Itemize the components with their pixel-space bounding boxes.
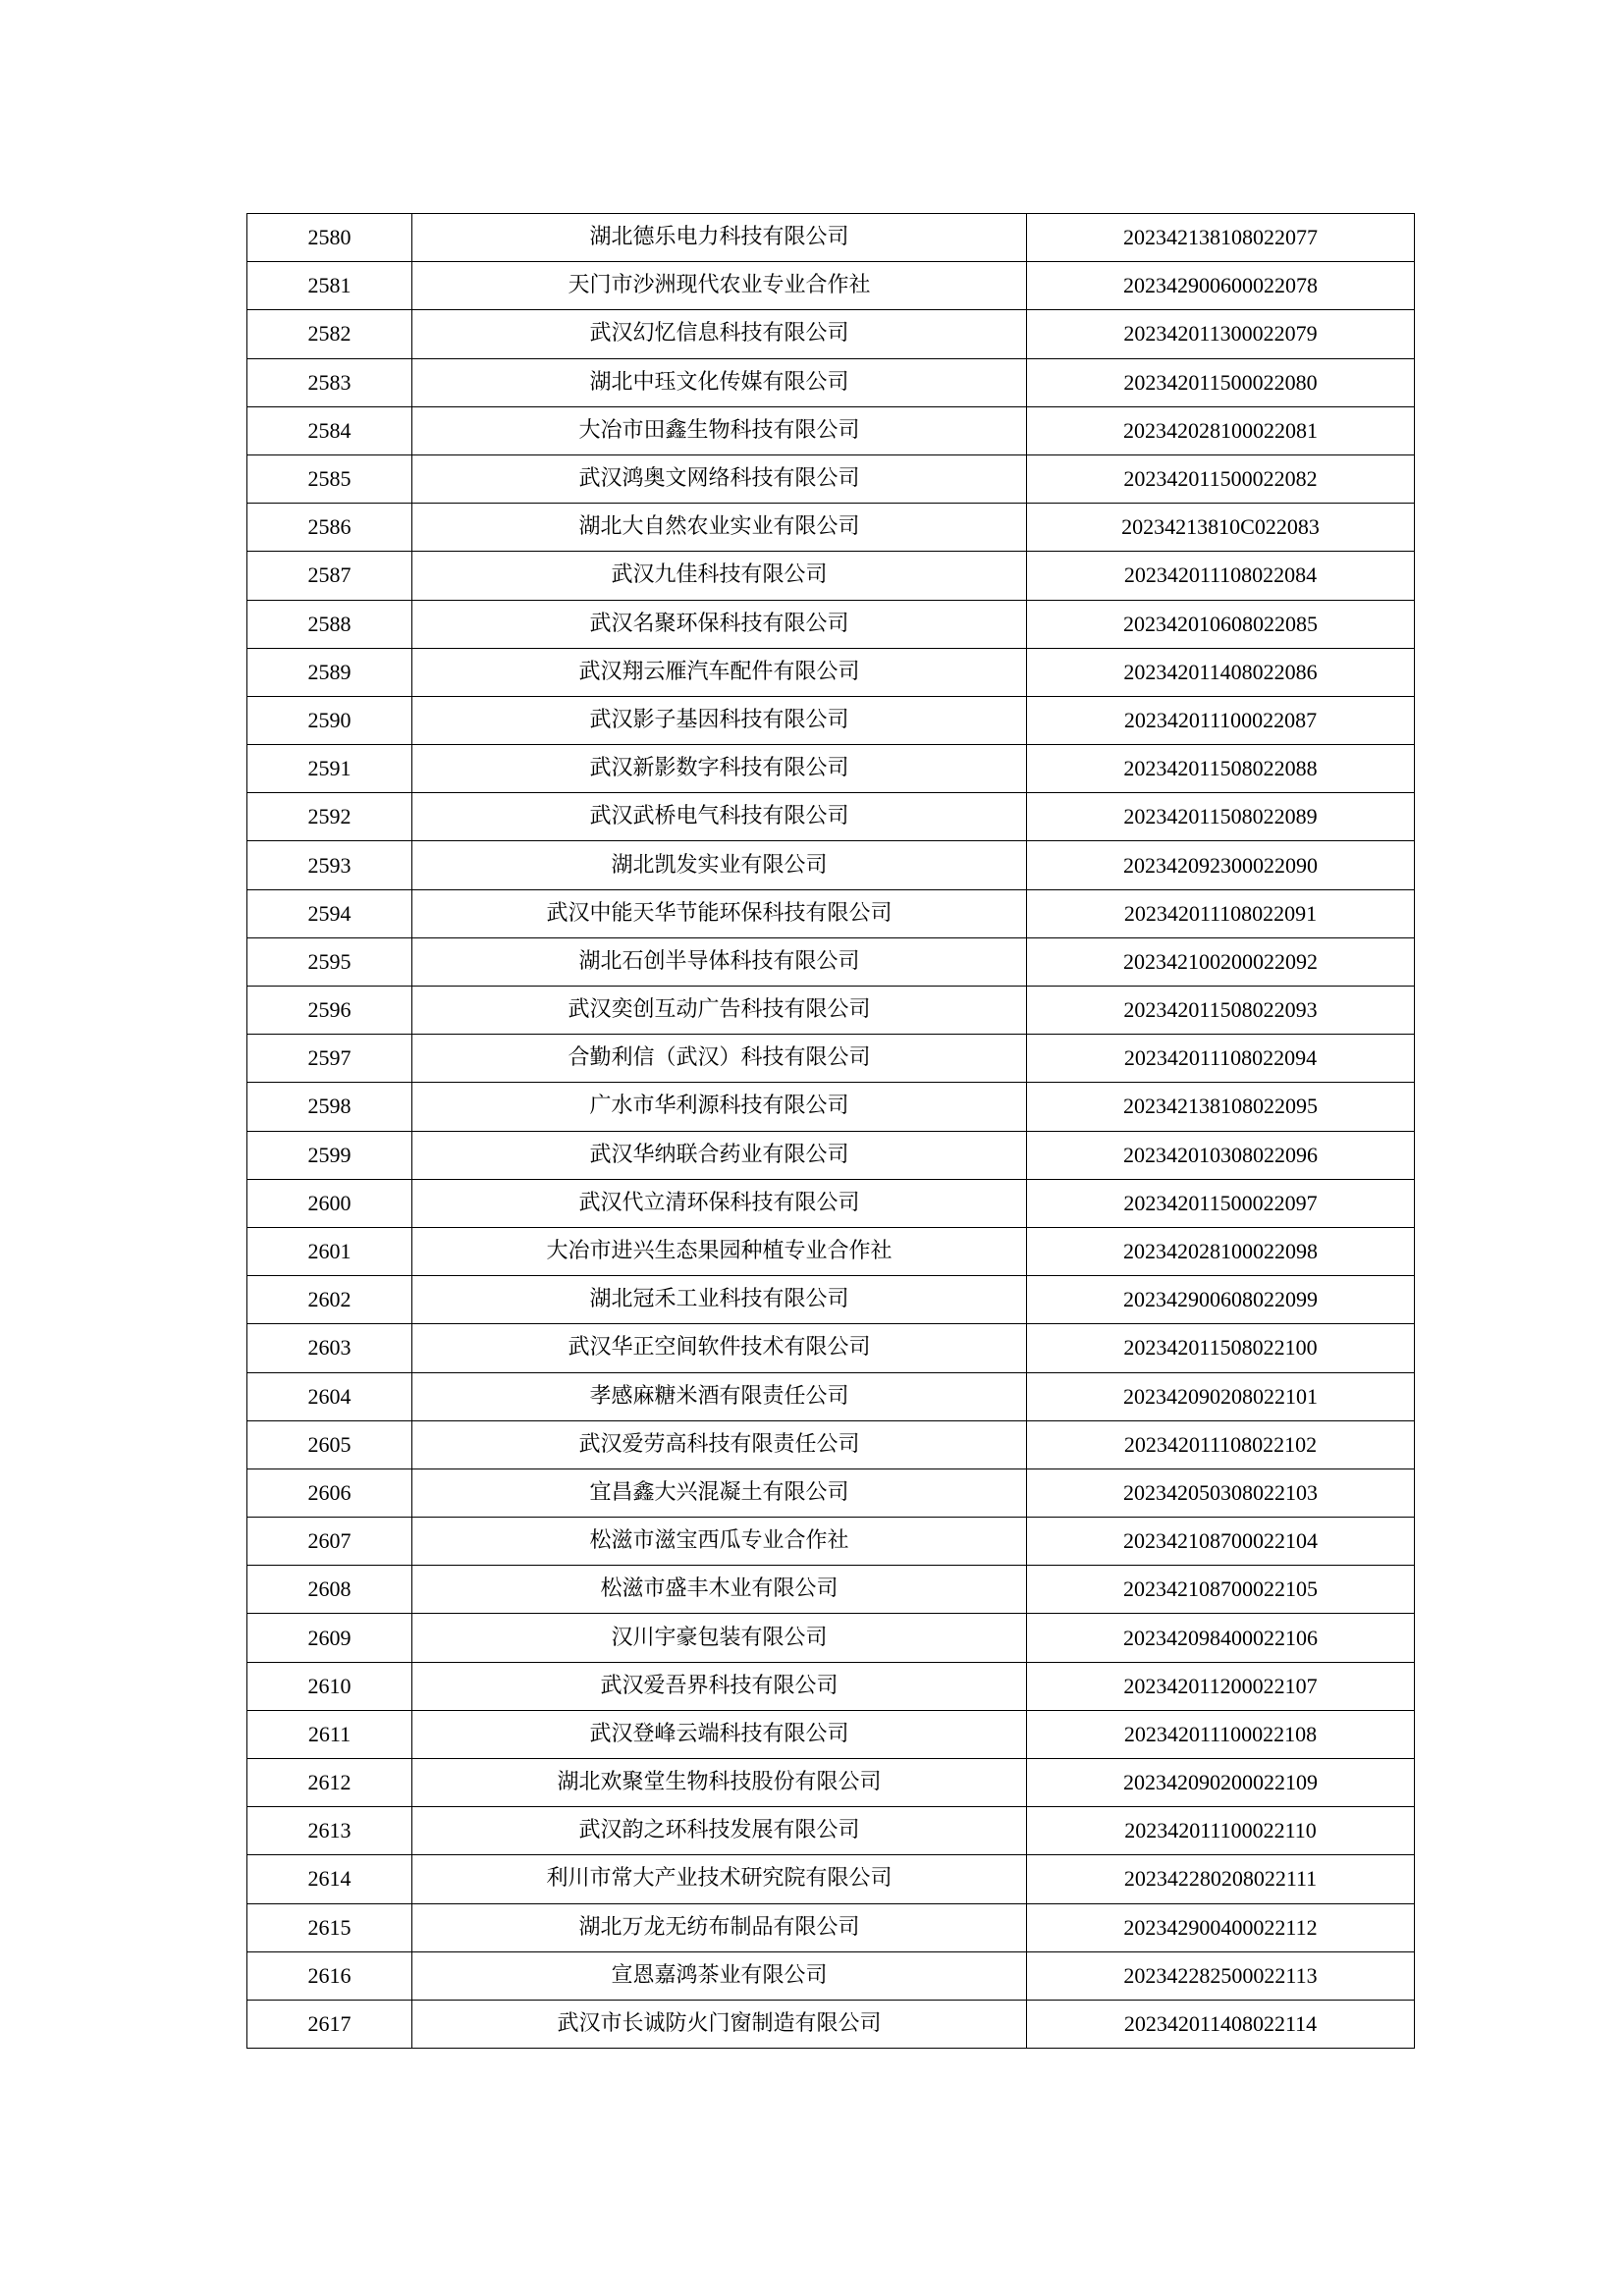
registration-code-cell: 202342011108022084 [1027, 552, 1415, 600]
table-row [247, 552, 1415, 600]
table-row [247, 1324, 1415, 1372]
registration-code-cell: 202342011200022107 [1027, 1662, 1415, 1710]
serial-number-cell: 2598 [247, 1083, 412, 1131]
registration-code-cell: 202342011508022088 [1027, 745, 1415, 793]
company-name-cell: 武汉市长诚防火门窗制造有限公司 [412, 2000, 1027, 2048]
registration-code-cell: 202342280208022111 [1027, 1855, 1415, 1903]
company-name-cell: 松滋市滋宝西瓜专业合作社 [412, 1518, 1027, 1566]
table-row [247, 1807, 1415, 1855]
company-name-cell: 湖北冠禾工业科技有限公司 [412, 1276, 1027, 1324]
company-name-cell: 武汉奕创互动广告科技有限公司 [412, 987, 1027, 1035]
company-name-cell: 武汉影子基因科技有限公司 [412, 696, 1027, 744]
table-row [247, 1855, 1415, 1903]
table-row [247, 1131, 1415, 1179]
company-name-cell: 宣恩嘉鸿茶业有限公司 [412, 1951, 1027, 2000]
company-name-cell: 武汉华纳联合药业有限公司 [412, 1131, 1027, 1179]
table-row [247, 358, 1415, 406]
table-row [247, 987, 1415, 1035]
table-row [247, 793, 1415, 841]
serial-number-cell: 2588 [247, 600, 412, 648]
enterprise-registry-table [246, 213, 1415, 2049]
registration-code-cell: 202342138108022095 [1027, 1083, 1415, 1131]
company-name-cell: 利川市常大产业技术研究院有限公司 [412, 1855, 1027, 1903]
serial-number-cell: 2594 [247, 889, 412, 937]
serial-number-cell: 2608 [247, 1566, 412, 1614]
registration-code-cell: 202342900400022112 [1027, 1903, 1415, 1951]
company-name-cell: 广水市华利源科技有限公司 [412, 1083, 1027, 1131]
company-name-cell: 大冶市进兴生态果园种植专业合作社 [412, 1227, 1027, 1275]
table-row [247, 1420, 1415, 1468]
serial-number-cell: 2582 [247, 310, 412, 358]
serial-number-cell: 2611 [247, 1710, 412, 1758]
registration-code-cell: 202342028100022081 [1027, 406, 1415, 454]
company-name-cell: 武汉爱劳高科技有限责任公司 [412, 1420, 1027, 1468]
serial-number-cell: 2589 [247, 648, 412, 696]
serial-number-cell: 2607 [247, 1518, 412, 1566]
table-row [247, 1951, 1415, 2000]
company-name-cell: 宜昌鑫大兴混凝土有限公司 [412, 1468, 1027, 1517]
table-row [247, 1083, 1415, 1131]
company-name-cell: 武汉鸿奥文网络科技有限公司 [412, 454, 1027, 503]
serial-number-cell: 2583 [247, 358, 412, 406]
registration-code-cell: 202342282500022113 [1027, 1951, 1415, 2000]
registration-code-cell: 202342011408022114 [1027, 2000, 1415, 2048]
company-name-cell: 湖北德乐电力科技有限公司 [412, 214, 1027, 262]
serial-number-cell: 2612 [247, 1759, 412, 1807]
registration-code-cell: 202342011300022079 [1027, 310, 1415, 358]
serial-number-cell: 2597 [247, 1035, 412, 1083]
serial-number-cell: 2613 [247, 1807, 412, 1855]
serial-number-cell: 2592 [247, 793, 412, 841]
table-row [247, 406, 1415, 454]
serial-number-cell: 2593 [247, 841, 412, 889]
registration-code-cell: 202342090208022101 [1027, 1372, 1415, 1420]
serial-number-cell: 2590 [247, 696, 412, 744]
table-row [247, 648, 1415, 696]
registration-code-cell: 202342011408022086 [1027, 648, 1415, 696]
company-name-cell: 武汉韵之环科技发展有限公司 [412, 1807, 1027, 1855]
serial-number-cell: 2591 [247, 745, 412, 793]
registration-code-cell: 202342100200022092 [1027, 937, 1415, 986]
table-row [247, 937, 1415, 986]
table-row [247, 1372, 1415, 1420]
registration-code-cell: 202342010608022085 [1027, 600, 1415, 648]
company-name-cell: 孝感麻糖米酒有限责任公司 [412, 1372, 1027, 1420]
table-row [247, 504, 1415, 552]
serial-number-cell: 2581 [247, 262, 412, 310]
table-row [247, 1179, 1415, 1227]
table-row [247, 696, 1415, 744]
company-name-cell: 武汉翔云雁汽车配件有限公司 [412, 648, 1027, 696]
company-name-cell: 武汉华正空间软件技术有限公司 [412, 1324, 1027, 1372]
company-name-cell: 武汉新影数字科技有限公司 [412, 745, 1027, 793]
registration-code-cell: 202342011500022097 [1027, 1179, 1415, 1227]
serial-number-cell: 2615 [247, 1903, 412, 1951]
registration-code-cell: 202342011108022094 [1027, 1035, 1415, 1083]
company-name-cell: 松滋市盛丰木业有限公司 [412, 1566, 1027, 1614]
registration-code-cell: 202342050308022103 [1027, 1468, 1415, 1517]
serial-number-cell: 2599 [247, 1131, 412, 1179]
registration-code-cell: 202342092300022090 [1027, 841, 1415, 889]
registration-code-cell: 202342108700022104 [1027, 1518, 1415, 1566]
company-name-cell: 湖北凯发实业有限公司 [412, 841, 1027, 889]
serial-number-cell: 2605 [247, 1420, 412, 1468]
company-name-cell: 武汉登峰云端科技有限公司 [412, 1710, 1027, 1758]
serial-number-cell: 2602 [247, 1276, 412, 1324]
company-name-cell: 湖北大自然农业实业有限公司 [412, 504, 1027, 552]
registration-code-cell: 202342011508022089 [1027, 793, 1415, 841]
registration-code-cell: 202342011500022082 [1027, 454, 1415, 503]
table-row [247, 1759, 1415, 1807]
table-row [247, 262, 1415, 310]
registration-code-cell: 202342010308022096 [1027, 1131, 1415, 1179]
company-name-cell: 合勤利信（武汉）科技有限公司 [412, 1035, 1027, 1083]
table-row [247, 889, 1415, 937]
registry-table-body [247, 214, 1415, 2049]
table-row [247, 310, 1415, 358]
company-name-cell: 武汉名聚环保科技有限公司 [412, 600, 1027, 648]
company-name-cell: 湖北万龙无纺布制品有限公司 [412, 1903, 1027, 1951]
registration-code-cell: 202342011508022100 [1027, 1324, 1415, 1372]
registration-code-cell: 202342028100022098 [1027, 1227, 1415, 1275]
serial-number-cell: 2596 [247, 987, 412, 1035]
registration-code-cell: 20234213810C022083 [1027, 504, 1415, 552]
table-row [247, 1518, 1415, 1566]
company-name-cell: 天门市沙洲现代农业专业合作社 [412, 262, 1027, 310]
serial-number-cell: 2617 [247, 2000, 412, 2048]
table-row [247, 1662, 1415, 1710]
company-name-cell: 武汉代立清环保科技有限公司 [412, 1179, 1027, 1227]
serial-number-cell: 2595 [247, 937, 412, 986]
company-name-cell: 湖北石创半导体科技有限公司 [412, 937, 1027, 986]
table-row [247, 745, 1415, 793]
registration-code-cell: 202342011100022108 [1027, 1710, 1415, 1758]
serial-number-cell: 2600 [247, 1179, 412, 1227]
serial-number-cell: 2606 [247, 1468, 412, 1517]
registration-code-cell: 202342011108022091 [1027, 889, 1415, 937]
table-row [247, 1468, 1415, 1517]
company-name-cell: 武汉中能天华节能环保科技有限公司 [412, 889, 1027, 937]
table-row [247, 600, 1415, 648]
company-name-cell: 武汉爱吾界科技有限公司 [412, 1662, 1027, 1710]
serial-number-cell: 2603 [247, 1324, 412, 1372]
company-name-cell: 武汉幻忆信息科技有限公司 [412, 310, 1027, 358]
company-name-cell: 汉川宇豪包装有限公司 [412, 1614, 1027, 1662]
registration-code-cell: 202342011108022102 [1027, 1420, 1415, 1468]
table-row [247, 214, 1415, 262]
registration-code-cell: 202342138108022077 [1027, 214, 1415, 262]
table-row [247, 1903, 1415, 1951]
table-row [247, 1566, 1415, 1614]
serial-number-cell: 2587 [247, 552, 412, 600]
table-row [247, 1227, 1415, 1275]
table-row [247, 1276, 1415, 1324]
registration-code-cell: 202342011508022093 [1027, 987, 1415, 1035]
company-name-cell: 武汉武桥电气科技有限公司 [412, 793, 1027, 841]
serial-number-cell: 2580 [247, 214, 412, 262]
table-row [247, 454, 1415, 503]
company-name-cell: 武汉九佳科技有限公司 [412, 552, 1027, 600]
table-row [247, 1614, 1415, 1662]
serial-number-cell: 2601 [247, 1227, 412, 1275]
serial-number-cell: 2609 [247, 1614, 412, 1662]
serial-number-cell: 2585 [247, 454, 412, 503]
company-name-cell: 湖北欢聚堂生物科技股份有限公司 [412, 1759, 1027, 1807]
table-row [247, 2000, 1415, 2048]
registration-code-cell: 202342011500022080 [1027, 358, 1415, 406]
registration-code-cell: 202342011100022087 [1027, 696, 1415, 744]
serial-number-cell: 2614 [247, 1855, 412, 1903]
serial-number-cell: 2610 [247, 1662, 412, 1710]
serial-number-cell: 2616 [247, 1951, 412, 2000]
table-row [247, 841, 1415, 889]
registration-code-cell: 202342900608022099 [1027, 1276, 1415, 1324]
table-row [247, 1035, 1415, 1083]
company-name-cell: 大冶市田鑫生物科技有限公司 [412, 406, 1027, 454]
registration-code-cell: 202342011100022110 [1027, 1807, 1415, 1855]
serial-number-cell: 2584 [247, 406, 412, 454]
company-name-cell: 湖北中珏文化传媒有限公司 [412, 358, 1027, 406]
registration-code-cell: 202342108700022105 [1027, 1566, 1415, 1614]
serial-number-cell: 2586 [247, 504, 412, 552]
registration-code-cell: 202342090200022109 [1027, 1759, 1415, 1807]
table-row [247, 1710, 1415, 1758]
serial-number-cell: 2604 [247, 1372, 412, 1420]
registration-code-cell: 202342098400022106 [1027, 1614, 1415, 1662]
registration-code-cell: 202342900600022078 [1027, 262, 1415, 310]
